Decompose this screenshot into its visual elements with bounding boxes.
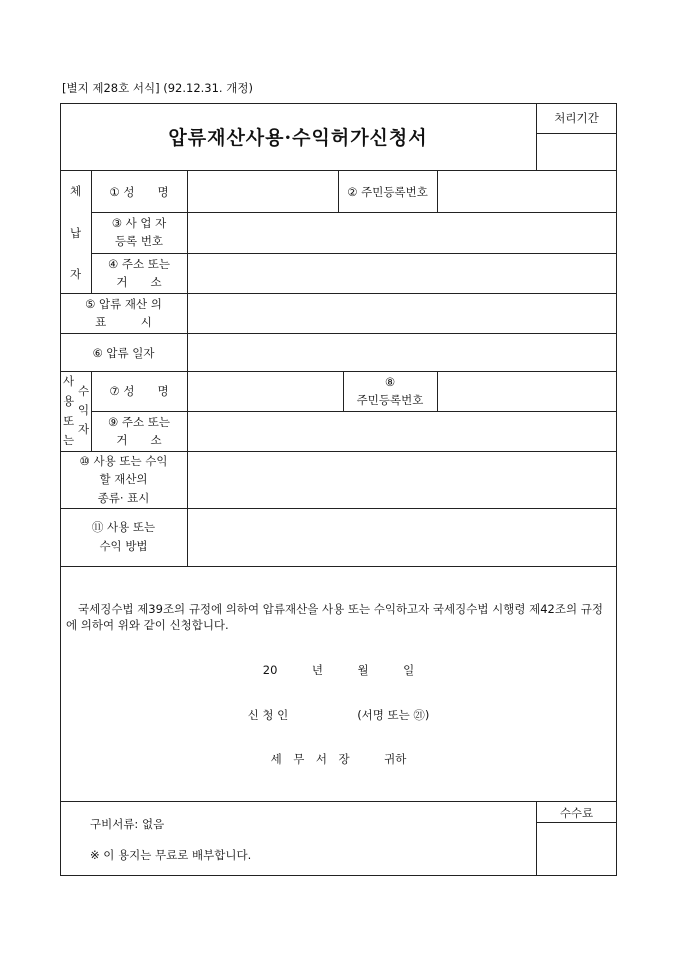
delinquent-address-label-line1: ④ 주소 또는 [107,257,171,271]
user-name-field[interactable] [188,372,343,411]
property-type-label-line3: 종류· 표시 [97,491,150,505]
tax-office-addressee: 세 무 서 장 귀하 [270,752,407,766]
delinquent-label-char-1: 체 [69,184,82,198]
business-no-field[interactable] [188,213,616,253]
delinquent-resident-no-field[interactable] [438,171,616,212]
delinquent-label-char-2: 납 [69,226,82,240]
fee-label: 수수료 [559,806,594,820]
processing-period-field[interactable] [537,134,616,170]
user-address-label-line2: 거 소 [116,433,162,447]
delinquent-name-field[interactable] [188,171,338,212]
user-outer-char-3: 또 [63,414,75,428]
delinquent-name-label: ① 성 명 [109,185,169,199]
seized-property-field[interactable] [188,294,616,333]
user-name-label: ⑦ 성 명 [109,384,169,398]
application-statement: 국세징수법 제39조의 규정에 의하여 압류재산을 사용 또는 수익하고자 국세징수법 시행령 제42조의 규정에 의하여 위와 같이 신청합니다. [66,602,603,632]
form-title: 압류재산사용·수익허가신청서 [168,127,428,149]
use-method-field[interactable] [188,509,616,566]
seized-property-label-line1: ⑤ 압류 재산 의 [85,297,162,311]
property-type-label-line2: 할 재산의 [99,472,148,486]
property-type-label-line1: ⑩ 사용 또는 수익 [79,454,168,468]
delinquent-label-char-3: 자 [69,267,82,281]
seizure-date-label: ⑥ 압류 일자 [92,346,155,360]
property-type-field[interactable] [188,452,616,508]
required-documents-note: 구비서류: 없음 [90,817,165,831]
user-address-field[interactable] [188,412,616,451]
user-resident-no-label-line1: ⑧ [384,375,396,389]
processing-period-label: 처리기간 [554,111,599,125]
user-inner-char-2: 익 [78,403,90,417]
delinquent-resident-no-label: ② 주민등록번호 [347,185,428,199]
free-distribution-note: ※ 이 용지는 무료로 배부합니다. [90,848,252,862]
user-inner-char-3: 자 [78,422,90,436]
application-date-line: 20 년 월 일 [262,663,415,677]
seized-property-label-line2: 표 시 [95,315,152,329]
business-no-label-line2: 등록 번호 [114,234,164,248]
seizure-date-field[interactable] [188,334,616,371]
applicant-signature-line: 신 청 인 (서명 또는 ㉑) [247,708,430,722]
delinquent-address-label-line2: 거 소 [116,275,162,289]
form-header-note: [별지 제28호 서식] (92.12.31. 개정) [62,81,253,95]
user-resident-no-label-line2: 주민등록번호 [356,393,424,407]
use-method-label-line2: 수익 방법 [99,539,148,553]
delinquent-address-field[interactable] [188,254,616,293]
user-address-label-line1: ⑨ 주소 또는 [107,415,171,429]
user-outer-char-1: 사 [63,374,75,388]
user-outer-char-2: 용 [63,394,75,408]
user-resident-no-field[interactable] [438,372,616,411]
user-outer-char-4: 는 [63,433,75,447]
business-no-label-line1: ③ 사 업 자 [111,216,167,230]
fee-field[interactable] [537,823,616,875]
user-inner-char-1: 수 [78,384,90,398]
use-method-label-line1: ⑪ 사용 또는 [91,520,156,534]
